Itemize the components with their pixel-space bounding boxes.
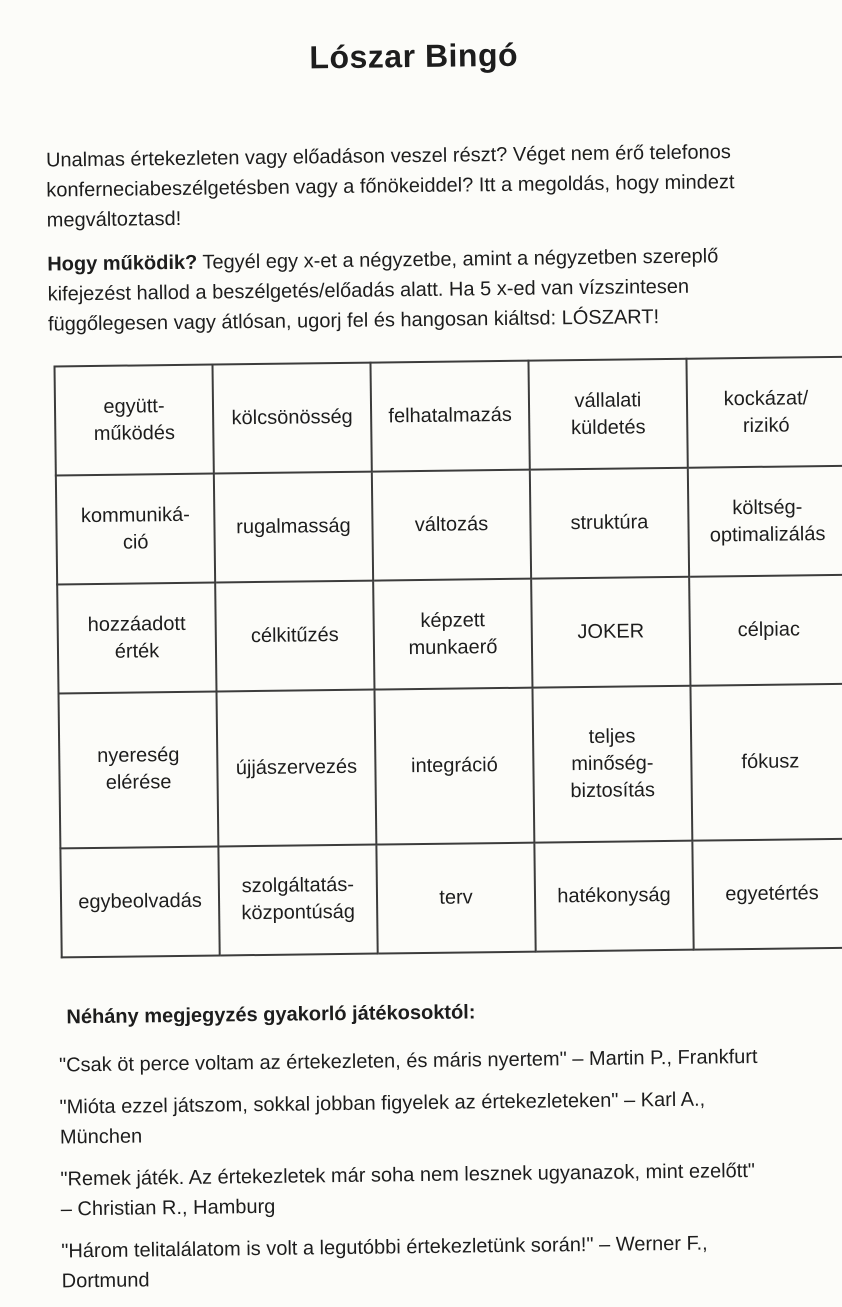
how-it-works-paragraph	[47, 240, 798, 339]
bingo-cell: vállalati küldetés	[528, 359, 687, 470]
bingo-row-3	[57, 575, 842, 694]
player-quote: "Csak öt perce voltam az értekezleten, és máris nyertem" – Martin P., Frankfurt	[58, 1045, 758, 1077]
bingo-row-1	[55, 357, 842, 476]
bingo-cell: struktúra	[530, 468, 689, 579]
bingo-cell: képzett munkaerő	[373, 579, 532, 690]
bingo-cell: teljes minőség- biztosítás	[532, 686, 692, 843]
comments-heading: Néhány megjegyzés gyakorló játékosoktól:	[66, 1001, 476, 1029]
bingo-grid	[53, 356, 842, 959]
bingo-cell: változás	[372, 470, 531, 581]
how-it-works-text: Tegyél egy x-et a négyzetbe, amint a négyzetben szereplő kifejezést hallod a beszélgetés/előadás alatt. Ha 5 x-ed van vízszintesen függőlegesen vagy átlósan, ugorj fel és hangosan kiáltsd: LÓSZART!	[47, 245, 719, 336]
bingo-cell: egyetértés	[692, 839, 842, 950]
bingo-cell: újjászervezés	[216, 690, 376, 847]
bingo-cell: együtt- működés	[55, 365, 214, 476]
bingo-cell: fókusz	[690, 684, 842, 841]
bingo-cell: terv	[376, 843, 535, 954]
bingo-row-5	[60, 839, 842, 958]
comments-section	[58, 995, 810, 1296]
bingo-cell: rugalmasság	[214, 472, 373, 583]
bingo-cell: hozzáadott érték	[57, 583, 216, 694]
bingo-cell: szolgáltatás- központúság	[218, 845, 377, 956]
player-quote: "Remek játék. Az értekezletek már soha nem lesznek ugyanazok, mint ezelőtt" – Christian R., Hamburg	[60, 1159, 756, 1221]
bingo-cell: egybeolvadás	[60, 846, 219, 957]
bingo-cell: kommuniká- ció	[56, 474, 215, 585]
scan-edge-artifact	[0, 1302, 842, 1307]
bingo-cell: felhatalmazás	[370, 361, 529, 472]
bingo-cell: célpiac	[689, 575, 842, 686]
bingo-row-2	[56, 466, 842, 585]
page-title: Lószar Bingó	[309, 36, 519, 76]
player-quote: "Három telitalálatom is volt a legutóbbi értekezletünk során!" – Werner F., Dortmund	[61, 1232, 708, 1293]
player-quote: "Mióta ezzel játszom, sokkal jobban figyelek az értekezleteken" – Karl A., München	[59, 1088, 706, 1149]
intro-paragraph: Unalmas értekezleten vagy előadáson veszel részt? Véget nem érő telefonos konferneciabeszélgetésben vagy a főnökeiddel? Itt a megoldás, hogy mindezt megváltoztasd!	[45, 141, 735, 232]
bingo-cell: integráció	[374, 688, 534, 845]
bingo-row-4	[59, 684, 842, 849]
bingo-cell: kölcsönösség	[212, 363, 371, 474]
bingo-cell: kockázat/ rizikó	[686, 357, 842, 468]
bingo-cell: költség- optimalizálás	[688, 466, 842, 577]
bingo-cell: hatékonyság	[534, 841, 693, 952]
bingo-cell-joker: JOKER	[531, 577, 690, 688]
how-it-works-label: Hogy működik?	[47, 251, 198, 276]
bingo-cell: nyereség elérése	[59, 692, 219, 849]
bingo-cell: célkitűzés	[215, 581, 374, 692]
